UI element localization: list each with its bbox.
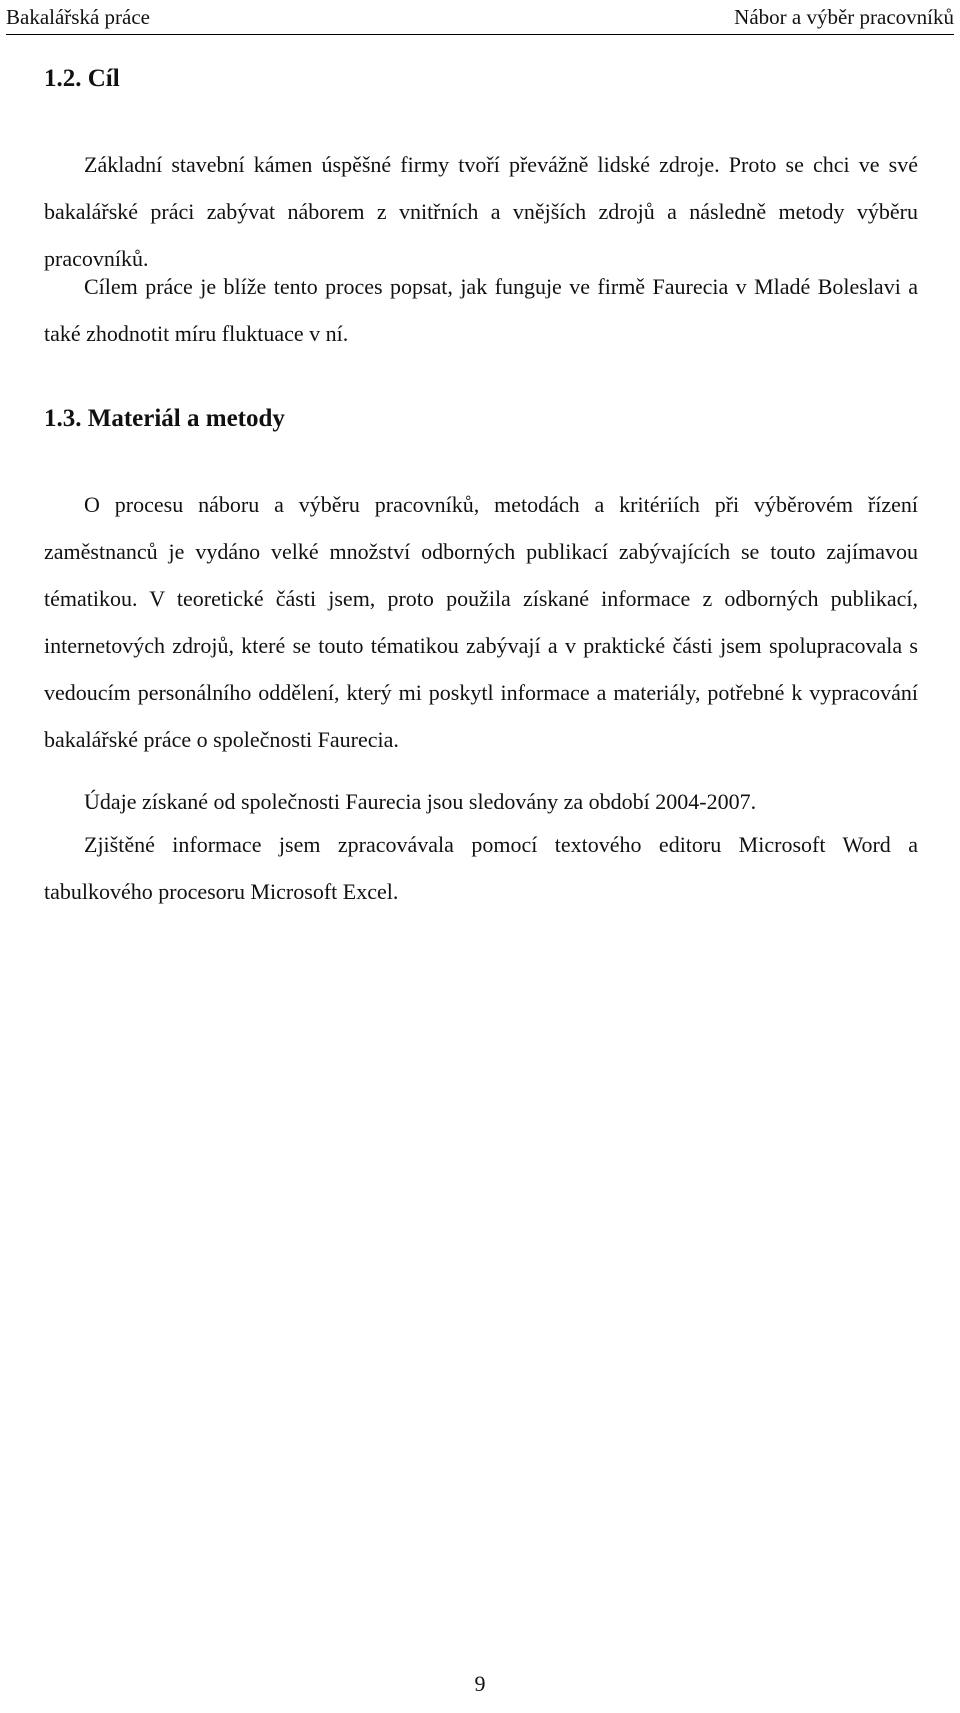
section-heading-goal: 1.2. Cíl	[44, 65, 120, 92]
paragraph-methods-3: Zjištěné informace jsem zpracovávala pomocí textového editoru Microsoft Word a tabulkového procesoru Microsoft Excel.	[44, 832, 918, 904]
section-heading-methods: 1.3. Materiál a metody	[44, 405, 285, 432]
paragraph-methods-2: Údaje získané od společnosti Faurecia jsou sledovány za období 2004-2007.	[84, 789, 757, 814]
running-header	[6, 4, 954, 35]
paragraph-methods-1: O procesu náboru a výběru pracovníků, metodách a kritériích při výběrovém řízení zaměstnanců je vydáno velké množství odborných publikací zabývajících se touto zajímavou tématikou. V teoretické části jsem, proto použila získané informace z odborných publikací, internetových zdrojů, které se touto tématikou zabývají a v praktické části jsem spolupracovala s vedoucím personálního oddělení, který mi poskytl informace a materiály, potřebné k vypracování bakalářské práce o společnosti Faurecia.	[44, 492, 918, 752]
paragraph-goal-1: Základní stavební kámen úspěšné firmy tvoří převážně lidské zdroje. Proto se chci ve své bakalářské práci zabývat náborem z vnitřních a vnějších zdrojů a následně metody výběru pracovníků.	[44, 152, 918, 271]
header-right-title: Nábor a výběr pracovníků	[734, 5, 954, 29]
page-number: 9	[474, 1671, 486, 1696]
header-left-title: Bakalářská práce	[6, 5, 150, 29]
paragraph-goal-2: Cílem práce je blíže tento proces popsat, jak funguje ve firmě Faurecia v Mladé Boleslavi a také zhodnotit míru fluktuace v ní.	[44, 274, 918, 346]
